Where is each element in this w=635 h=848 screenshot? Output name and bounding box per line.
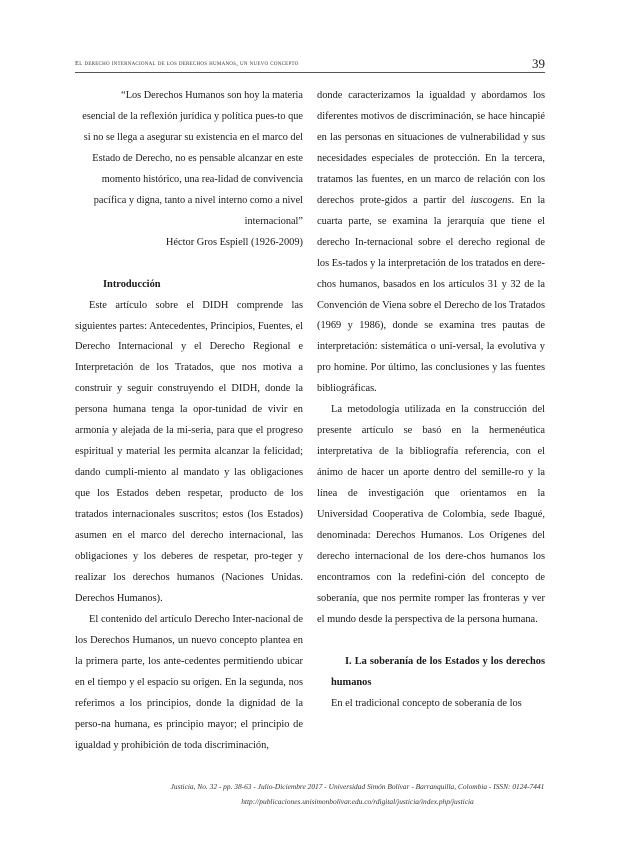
page-number: 39	[532, 56, 545, 71]
section-1-heading: I. La soberanía de los Estados y los derechos humanos	[331, 655, 545, 688]
intro-paragraph-2-continued	[317, 86, 545, 400]
left-column	[75, 86, 303, 757]
epigraph-author: Héctor Gros Espiell (1926-2009)	[165, 236, 303, 248]
right-column	[317, 86, 545, 715]
epigraph-quote: “Los Derechos Humanos son hoy la materia esencial de la reflexión jurídica y política pues-to que si no se llega a asegurar su existencia en el marco del Estado de Derecho, no es pensable alcanzar en este momento histórico, una rea-lidad de convivencia pacífica y digna, tanto a nivel interno como a nivel internacional”	[82, 90, 303, 227]
running-title: El derecho internacional de los derechos humanos, un nuevo concepto	[75, 60, 299, 67]
intro-paragraph-3: La metodología utilizada en la construcción del presente artículo se basó en la hermenéutica interpretativa de la bibliografía referencia, con el ánimo de hacer un aporte dentro del semille-ro y la línea de investigación que orientamos en la Universidad Cooperativa de Colombia, sede Ibagué, denominada: Derechos Humanos. Los Orígenes del derecho internacional de los dere-chos humanos los encontramos con la redefini-ción del concepto de soberanía, que nos permite romper las fronteras y ver el mundo desde la perspectiva de la persona humana.	[317, 404, 545, 625]
paragraph-2-text-a: donde caracterizamos la igualdad y abordamos los diferentes motivos de discriminación, se hace hincapié en las personas en situaciones de vulnerabilidad y sus necesidades especiales de protección. En la tercera, tratamos las fuentes, en un marco de relación con los derechos prote-gidos a partir del	[317, 90, 545, 206]
header-rule	[75, 72, 545, 73]
footer-citation: Justicia, No. 32 - pp. 38-63 - Julio-Diciembre 2017 - Universidad Simón Bolívar - Barranquilla, Colombia - ISSN: 0124-7441	[170, 782, 545, 791]
intro-paragraph-2-start: El contenido del artículo Derecho Inter-nacional de los Derechos Humanos, un nuevo concepto plantea en la primera parte, los ante-cedentes permitiendo ubicar en el tiempo y el espacio su origen. En la segunda, nos referimos a los principios, donde la dignidad de la perso-na humana, es principio mayor; el principio de igualdad y prohibición de toda discriminación,	[75, 613, 303, 751]
intro-heading: Introducción	[103, 278, 161, 290]
intro-paragraph-1: Este artículo sobre el DIDH comprende las siguientes partes: Antecedentes, Principios, Fuentes, el Derecho Internacional y el Derecho Regional e Interpretación de los Tratados, que nos motiva a construir y seguir construyendo el DIDH, donde la persona humana tenga la opor-tunidad de vivir en armonía y alejada de la mi-seria, para que el progreso espiritual y material les permita alcanzar la felicidad; dando cumpli-miento al mandato y las obligaciones que los Estados deben respetar, producto de los tratados internacionales suscritos; estos (los Estados) asumen en el marco del derecho internacional, las obligaciones y los deberes de respetar, pro-teger y realizar los derechos humanos (Naciones Unidas. Derechos Humanos).	[75, 299, 303, 604]
ius-cogens-term: iuscogens	[470, 194, 512, 206]
footer-url[interactable]: http://publicaciones.unisimonbolivar.edu.co/rdigital/justicia/index.php/justicia	[241, 797, 474, 806]
paragraph-2-text-b: . En la cuarta parte, se examina la jerarquía que tiene el derecho In-ternacional sobre el derecho regional de los Es-tados y la interpretación de los tratados en dere-chos humanos, basados en los artículos 31 y 32 de la Convención de Viena sobre el Derecho de los Tratados (1969 y 1986), donde se examina tres pautas de interpretación: sistemática o uni-versal, la evolutiva y pro homine. Por último, las conclusiones y las fuentes bibliográficas.	[317, 194, 545, 395]
section-1-paragraph-start: En el tradicional concepto de soberanía de los	[331, 697, 522, 709]
